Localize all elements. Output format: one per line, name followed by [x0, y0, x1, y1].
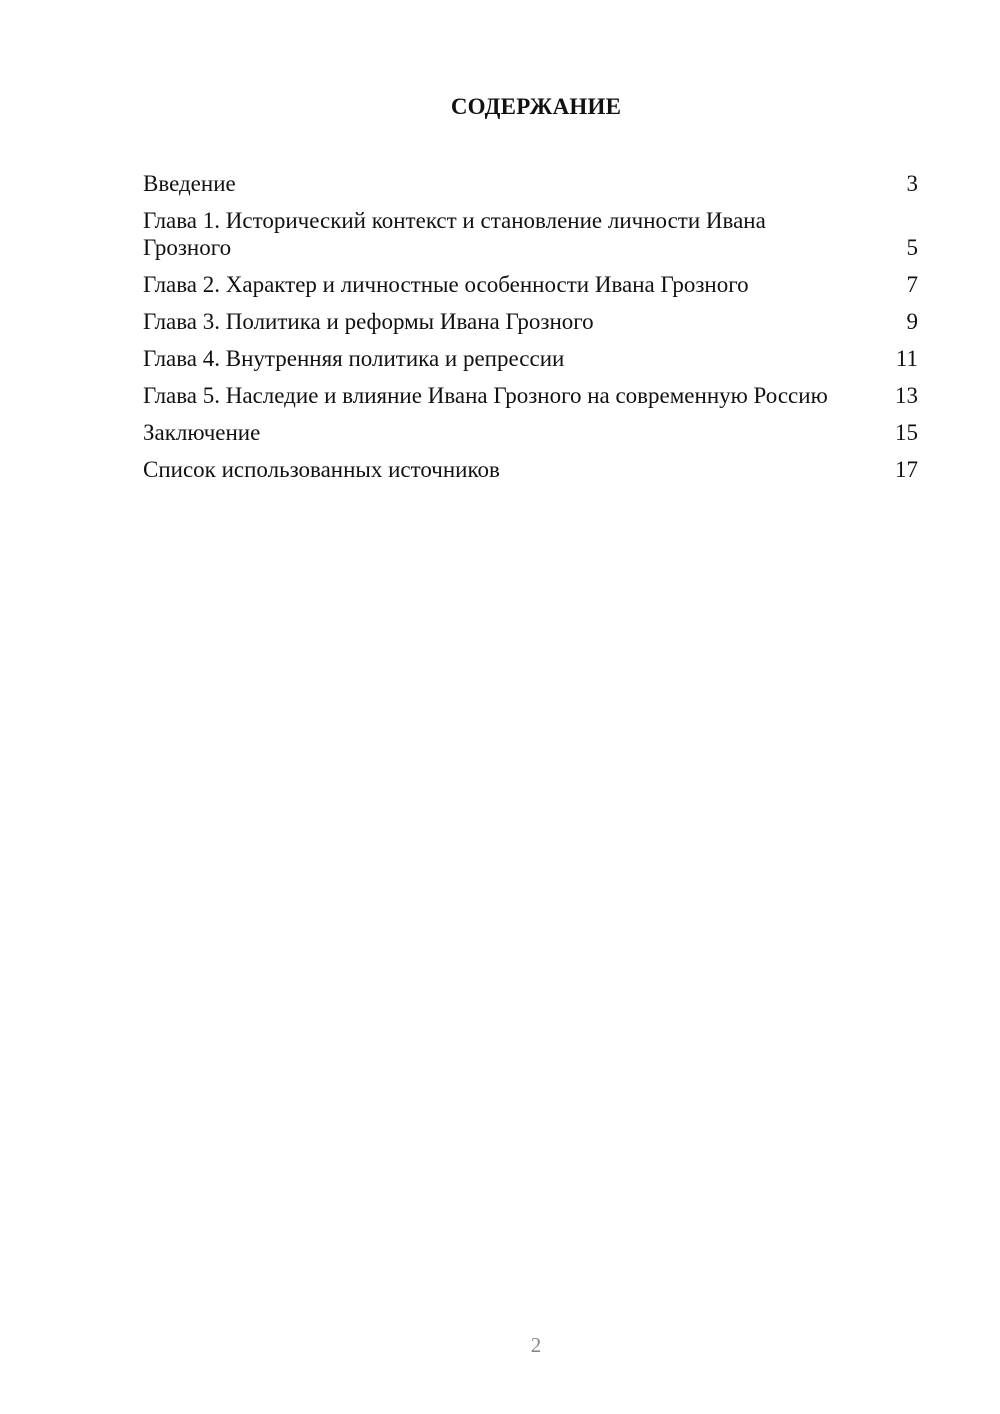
toc-entry-introduction[interactable]: [143, 170, 918, 197]
table-of-contents: [143, 170, 918, 493]
toc-entry-title: Глава 5. Наследие и влияние Ивана Грозного на современную Россию: [143, 383, 828, 408]
toc-entry-page: 11: [895, 346, 918, 371]
toc-entry-chapter-4[interactable]: [143, 345, 918, 372]
toc-entry-page: 5: [906, 235, 918, 260]
toc-entry-title: Глава 3. Политика и реформы Ивана Грозного: [143, 309, 594, 334]
toc-entry-chapter-1[interactable]: [143, 207, 918, 261]
toc-entry-page: 13: [895, 383, 918, 408]
toc-entry-conclusion[interactable]: [143, 419, 918, 446]
toc-entry-references[interactable]: [143, 456, 918, 483]
toc-entry-page: 9: [906, 309, 918, 334]
toc-entry-chapter-5[interactable]: [143, 382, 918, 409]
toc-entry-title: Заключение: [143, 420, 261, 445]
toc-entry-title: Введение: [143, 171, 236, 196]
toc-entry-page: 7: [906, 272, 918, 297]
toc-entry-chapter-2[interactable]: [143, 271, 918, 298]
toc-entry-title: Глава 2. Характер и личностные особенности Ивана Грозного: [143, 272, 749, 297]
page-title: СОДЕРЖАНИЕ: [450, 94, 622, 119]
toc-entry-page: 3: [906, 171, 918, 196]
toc-entry-page: 15: [895, 420, 918, 445]
toc-entry-title: Список использованных источников: [143, 457, 500, 482]
toc-entry-chapter-3[interactable]: [143, 308, 918, 335]
page-number: 2: [530, 1333, 542, 1357]
toc-entry-title: Глава 1. Исторический контекст и становление личности Ивана Грозного: [143, 208, 766, 260]
toc-entry-page: 17: [895, 457, 918, 482]
toc-entry-title: Глава 4. Внутренняя политика и репрессии: [143, 346, 565, 371]
